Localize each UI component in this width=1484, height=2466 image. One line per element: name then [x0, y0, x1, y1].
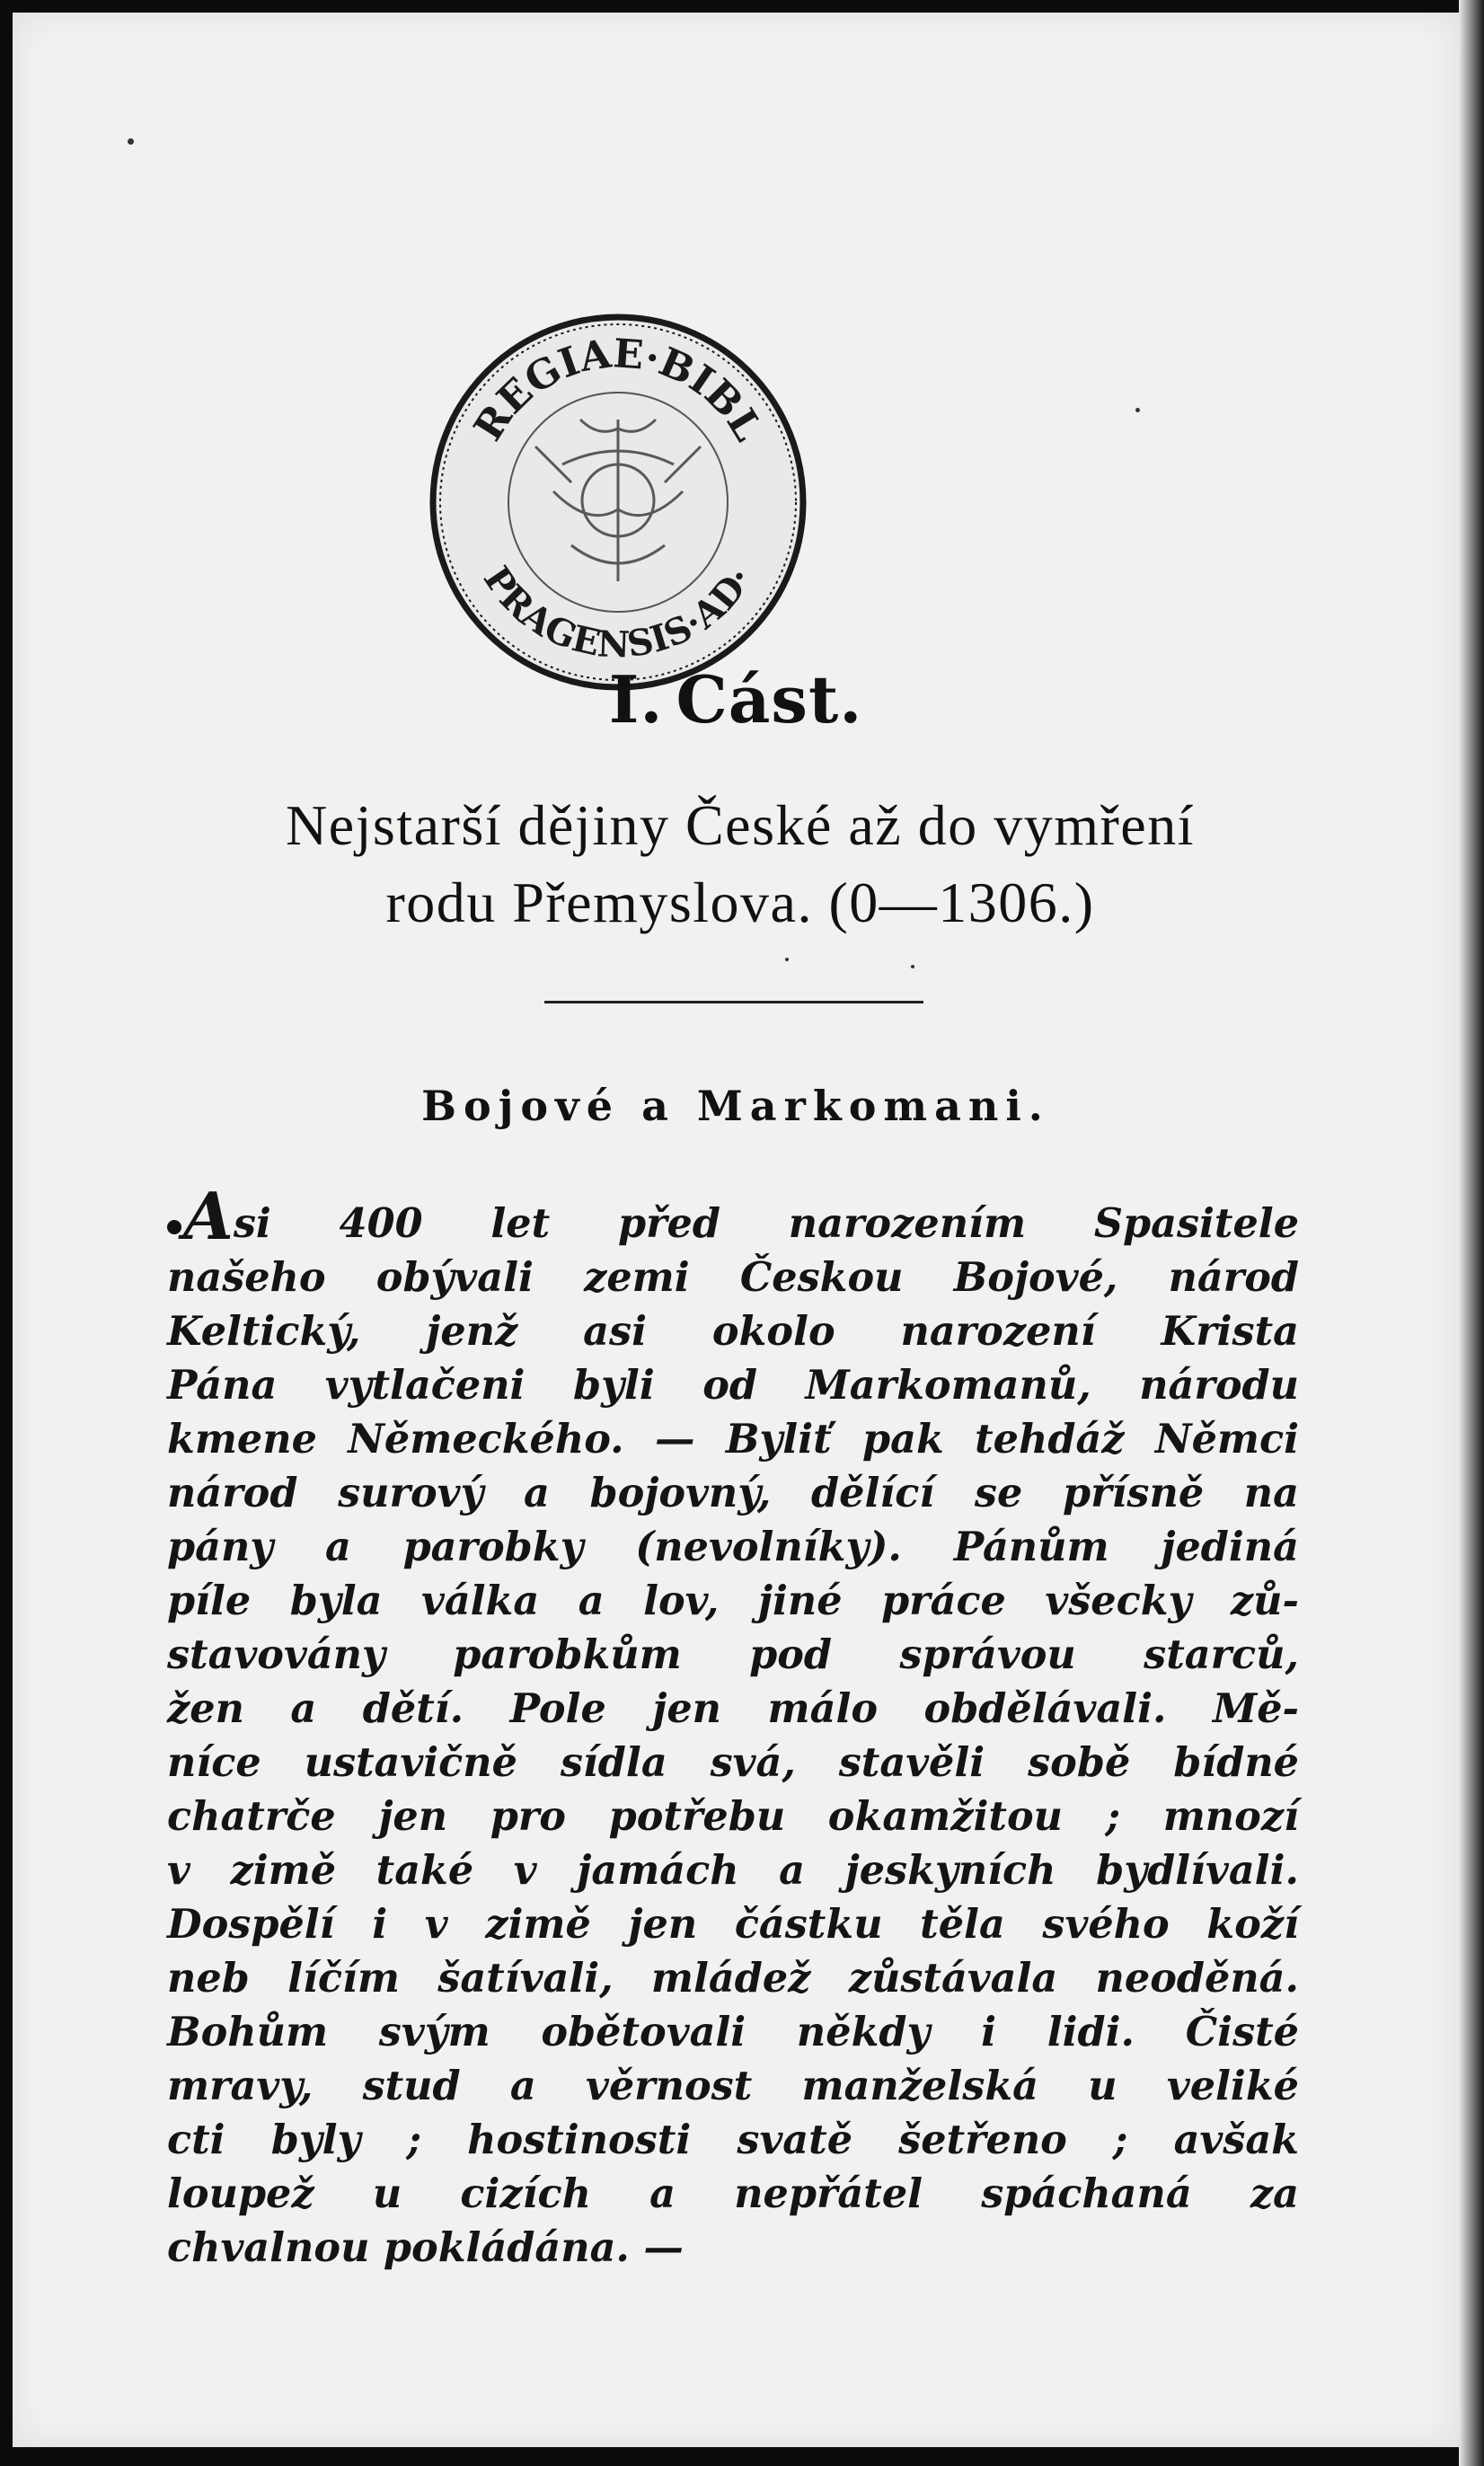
section-heading: Bojové a Markomani.	[421, 1082, 1050, 1130]
text-line: níce ustavičně sídla svá, stavěli sobě bídné	[167, 1739, 1299, 1786]
chapter-title-line-2: rodu Přemyslova. (0—1306.)	[385, 871, 1095, 934]
text-line: kmene Německého. — Byliť pak tehdáž Němci	[167, 1416, 1299, 1463]
text-line: chatrče jen pro potřebu okamžitou ; mnozí	[167, 1793, 1299, 1840]
library-stamp	[428, 312, 808, 693]
text-line: píle byla válka a lov, jiné práce všecky zů-	[167, 1578, 1299, 1624]
body-paragraph	[167, 1178, 1299, 2275]
text-line: loupež u cizích a nepřátel spáchaná za	[167, 2170, 1299, 2217]
text-line: žen a dětí. Pole jen málo obdělávali. Mě-	[167, 1685, 1299, 1732]
svg-text:REGIAE·BIBL: REGIAE·BIBL	[465, 331, 772, 449]
chapter-title	[147, 787, 1333, 941]
part-heading	[13, 661, 1459, 738]
text-line: národ surový a bojovný, dělící se přísně na	[167, 1470, 1299, 1516]
text-line: Dospělí i v zimě jen částku těla svého koží	[167, 1901, 1299, 1948]
text-line: stavovány parobkům pod správou starců,	[167, 1631, 1299, 1678]
page-edge-shadow	[1459, 0, 1484, 2466]
initial-letter: A	[183, 1178, 234, 1254]
text-line: mravy, stud a věrnost manželská u veliké	[167, 2063, 1299, 2109]
svg-text:PRAGENSIS·AD·: PRAGENSIS·AD·	[474, 559, 762, 667]
part-label: Cást.	[676, 661, 863, 738]
chapter-title-line-1: Nejstarší dějiny České až do vymření	[286, 793, 1195, 857]
text-line: pány a parobky (nevolníky). Pánům jediná	[167, 1524, 1299, 1570]
text-line: chvalnou pokládána. —	[167, 2224, 684, 2271]
divider-rule	[544, 1001, 923, 1003]
text-line: Pána vytlačeni byli od Markomanů, národu	[167, 1362, 1299, 1409]
book-page	[13, 13, 1459, 2447]
text-line: Bohům svým obětovali někdy i lidi. Čisté	[167, 2009, 1299, 2055]
text-line: neb líčím šatívali, mládež zůstávala neoděná.	[167, 1955, 1299, 2002]
text-line: cti byly ; hostinosti svatě šetřeno ; avšak	[167, 2117, 1299, 2163]
text-line: našeho obývali zemi Českou Bojové, národ	[167, 1254, 1299, 1301]
text-line: Asi 400 let před narozením Spasitele	[167, 1197, 1299, 1251]
text-line: Keltický, jenž asi okolo narození Krista	[167, 1308, 1299, 1355]
text-line: v zimě také v jamách a jeskyních bydlívali.	[167, 1847, 1299, 1894]
bullet-mark-icon	[167, 1220, 181, 1234]
part-number: I.	[608, 661, 664, 738]
